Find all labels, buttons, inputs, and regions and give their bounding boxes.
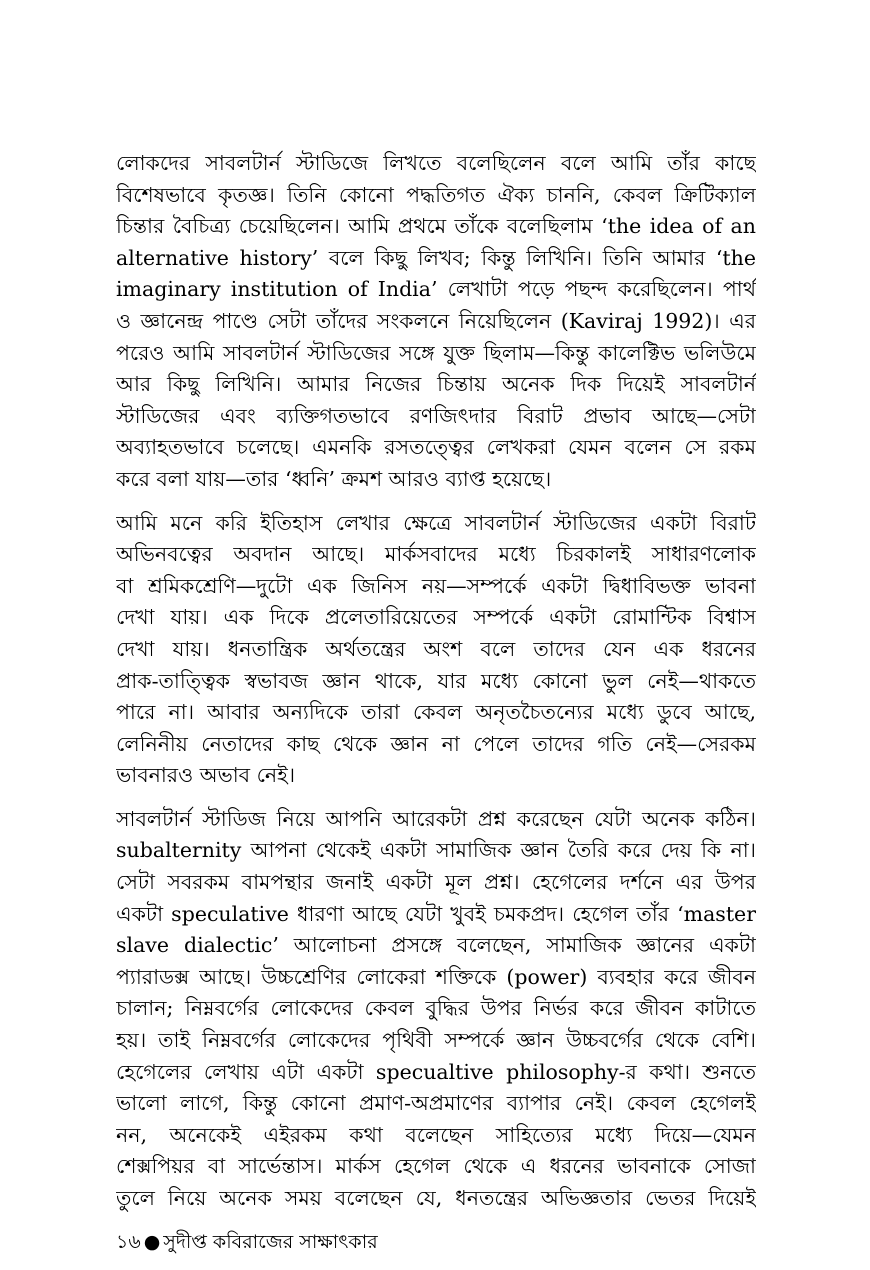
text-line: পারে না। আবার অন্যদিকে তারা কেবল অনৃতচৈতন্যের মধ্যে ডুবে আছে, xyxy=(116,700,756,725)
text-line: চিন্তার বৈচিত্র্য চেয়েছিলেন। আমি প্রথমে তাঁকে বলেছিলাম ‘the idea of an xyxy=(116,214,756,239)
paragraph-3 xyxy=(116,804,756,1215)
text-line: ও জ্ঞানেন্দ্র পাণ্ডে সেটা তাঁদের সংকলনে নিয়েছিলেন (Kaviraj 1992)। এর xyxy=(116,308,756,333)
text-line: বা শ্রমিকশ্রেণি—দুটো এক জিনিস নয়—সম্পর্কে একটা দ্বিধাবিভক্ত ভাবনা xyxy=(116,573,756,598)
paragraph-1 xyxy=(116,148,756,496)
text-line: subalternity আপনা থেকেই একটা সামাজিক জ্ঞান তৈরি করে দেয় কি না। xyxy=(116,838,756,863)
text-line: আর কিছু লিখিনি। আমার নিজের চিন্তায় অনেক দিক দিয়েই সাবলটার্ন xyxy=(116,372,756,397)
text-line: নন, অনেকেই এইরকম কথা বলেছেন সাহিত্যের মধ্যে দিয়ে—যেমন xyxy=(116,1122,756,1147)
text-line: slave dialectic’ আলোচনা প্রসঙ্গে বলেছেন, সামাজিক জ্ঞানের একটা xyxy=(116,933,756,958)
text-line: স্টাডিজের এবং ব্যক্তিগতভাবে রণজিৎদার বিরাট প্রভাব আছে—সেটা xyxy=(116,403,756,428)
text-line: করে বলা যায়—তার ‘ধ্বনি’ ক্রমশ আরও ব্যাপ্ত হয়েছে। xyxy=(116,466,552,491)
text-line: লোকদের সাবলটার্ন স্টাডিজে লিখতে বলেছিলেন বলে আমি তাঁর কাছে xyxy=(116,151,756,175)
text-line: সেটা সবরকম বামপন্থার জনাই একটা মূল প্রশ্ন। হেগেলের দর্শনে এর উপর xyxy=(116,870,756,895)
text-line: ভাবনারও অভাব নেই। xyxy=(116,763,296,788)
text-line: চালান; নিম্নবর্গের লোকেদের কেবল বুদ্ধির উপর নির্ভর করে জীবন কাটাতে xyxy=(116,996,756,1021)
page-number: ১৬ xyxy=(116,1231,141,1253)
text-line: লেনিনীয় নেতাদের কাছ থেকে জ্ঞান না পেলে তাদের গতি নেই—সেরকম xyxy=(116,731,756,756)
text-line: অভিনবত্বের অবদান আছে। মার্কসবাদের মধ্যে চিরকালই সাধারণলোক xyxy=(116,542,756,567)
text-line: বিশেষভাবে কৃতজ্ঞ। তিনি কোনো পদ্ধতিগত ঐক্য চাননি, কেবল ক্রিটিক্যাল xyxy=(116,182,756,207)
text-line: সাবলটার্ন স্টাডিজ নিয়ে আপনি আরেকটা প্রশ্ন করেছেন যেটা অনেক কঠিন। xyxy=(116,806,756,831)
text-line: imaginary institution of India’ লেখাটা পড়ে পছন্দ করেছিলেন। পার্থ xyxy=(116,277,756,302)
text-line: ভালো লাগে, কিন্তু কোনো প্রমাণ-অপ্রমাণের ব্যাপার নেই। কেবল হেগেলই xyxy=(116,1091,756,1116)
text-line: শেক্সপিয়র বা সার্ভেন্তাস। মার্কস হেগেল থেকে এ ধরনের ভাবনাকে সোজা xyxy=(116,1154,756,1179)
running-title: সুদীপ্ত কবিরাজের সাক্ষাৎকার xyxy=(163,1231,378,1253)
text-line: প্যারাডক্স আছে। উচ্চশ্রেণির লোকেরা শক্তিকে (power) ব্যবহার করে জীবন xyxy=(116,964,756,989)
paragraph-gap xyxy=(116,792,756,804)
paragraph-2 xyxy=(116,508,756,792)
text-line: হয়। তাই নিম্নবর্গের লোকেদের পৃথিবী সম্পর্কে জ্ঞান উচ্চবর্গের থেকে বেশি। xyxy=(116,1028,756,1053)
text-line: আমি মনে করি ইতিহাস লেখার ক্ষেত্রে সাবলটার্ন স্টাডিজের একটা বিরাট xyxy=(116,510,756,535)
text-line: দেখা যায়। এক দিকে প্রলেতারিয়েতের সম্পর্কে একটা রোমান্টিক বিশ্বাস xyxy=(116,605,756,630)
page-body xyxy=(116,148,756,1215)
text-line: একটা speculative ধারণা আছে যেটা খুবই চমকপ্রদ। হেগেল তাঁর ‘master xyxy=(116,901,756,926)
text-line: alternative history’ বলে কিছু লিখব; কিন্তু লিখিনি। তিনি আমার ‘the xyxy=(116,245,756,270)
text-line: দেখা যায়। ধনতান্ত্রিক অর্থতন্ত্রের অংশ বলে তাদের যেন এক ধরনের xyxy=(116,636,756,661)
page-footer xyxy=(116,1228,378,1256)
text-line: পরেও আমি সাবলটার্ন স্টাডিজের সঙ্গে যুক্ত ছিলাম—কিন্তু কালেক্টিভ ভলিউমে xyxy=(116,340,756,365)
text-line: হেগেলের লেখায় এটা একটা specualtive philosophy-র কথা। শুনতে xyxy=(116,1059,756,1084)
text-line: প্রাক-তাত্ত্বিক স্বভাবজ জ্ঞান থাকে, যার মধ্যে কোনো ভুল নেই—থাকতে xyxy=(116,668,756,693)
paragraph-gap xyxy=(116,496,756,508)
text-line: তুলে নিয়ে অনেক সময় বলেছেন যে, ধনতন্ত্রের অভিজ্ঞতার ভেতর দিয়েই xyxy=(116,1186,756,1210)
text-line: অব্যাহতভাবে চলেছে। এমনকি রসতত্ত্বের লেখকরা যেমন বলেন সে রকম xyxy=(116,435,756,460)
bullet-icon: ● xyxy=(143,1231,161,1253)
